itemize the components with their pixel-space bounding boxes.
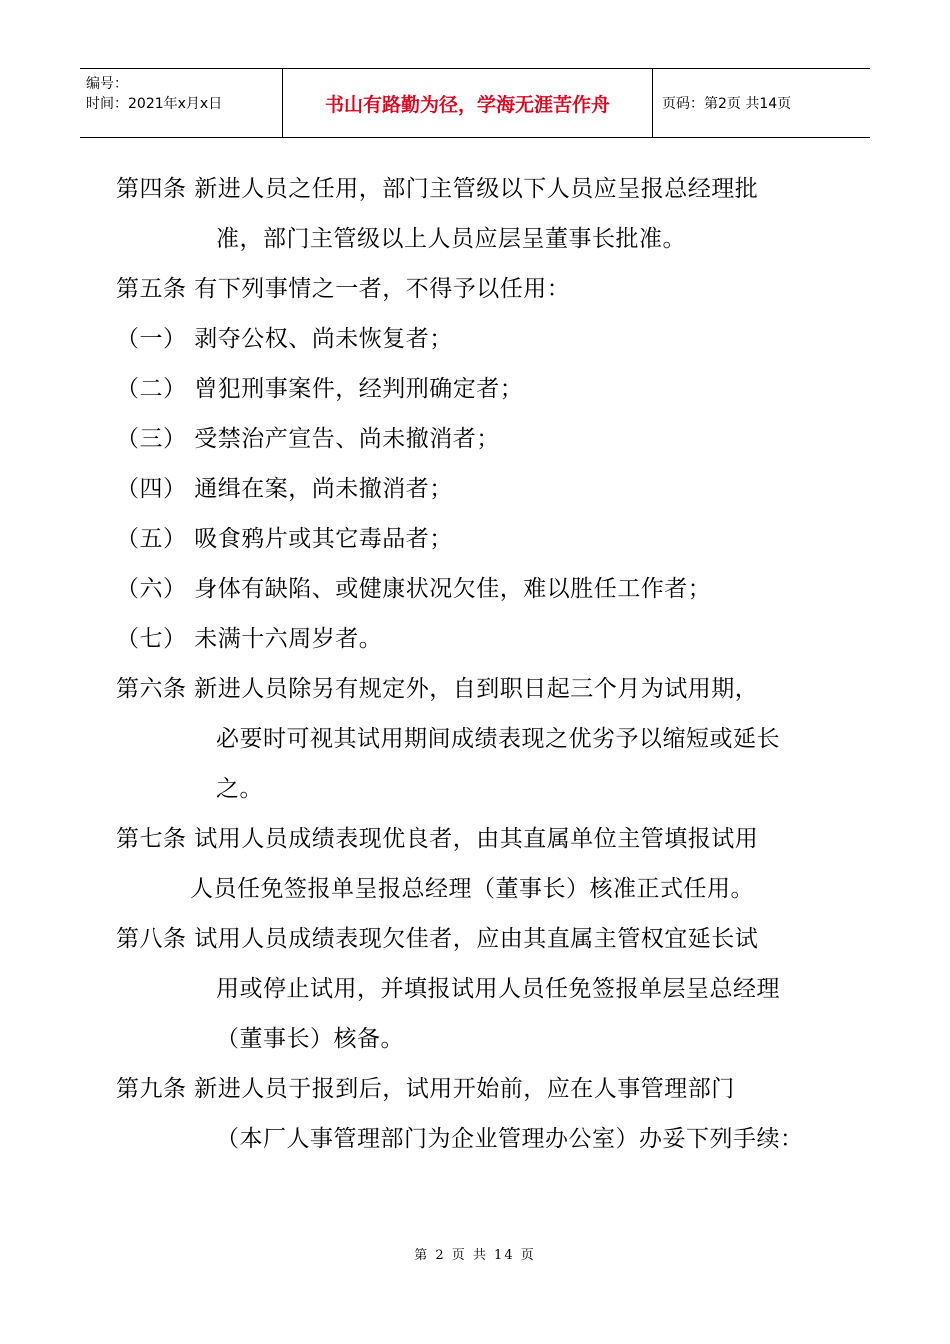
article-9-line-2: （本厂人事管理部门为企业管理办公室）办妥下列手续：	[216, 1126, 804, 1152]
page-footer: 第 2 页 共 14 页	[414, 1248, 536, 1263]
header-page-info: 页码：第2页 共14页	[662, 96, 792, 112]
article-5-item-2: （二） 曾犯刑事案件，经判刑确定者；	[116, 376, 524, 402]
article-8-line-3: （董事长）核备。	[216, 1026, 404, 1052]
article-5-item-3: （三） 受禁治产宣告、尚未撤消者；	[116, 426, 500, 452]
document-number-label: 编号：	[86, 76, 128, 92]
article-5-item-7: （七） 未满十六周岁者。	[116, 626, 383, 652]
article-5-item-5: （五） 吸食鸦片或其它毒品者；	[116, 526, 453, 552]
article-4-line-1: 第四条 新进人员之任用，部门主管级以下人员应呈报总经理批	[116, 176, 759, 202]
header-motto: 书山有路勤为径，学海无涯苦作舟	[324, 93, 610, 116]
page-header	[80, 68, 870, 138]
article-6-line-2: 必要时可视其试用期间成绩表现之优劣予以缩短或延长	[216, 726, 780, 752]
article-8-line-1: 第八条 试用人员成绩表现欠佳者，应由其直属主管权宜延长试	[116, 926, 759, 952]
article-5-item-1: （一） 剥夺公权、尚未恢复者；	[116, 326, 453, 352]
article-4-line-2: 准，部门主管级以上人员应层呈董事长批准。	[216, 226, 686, 252]
article-6-line-1: 第六条 新进人员除另有规定外，自到职日起三个月为试用期，	[116, 676, 759, 702]
article-5-item-4: （四） 通缉在案，尚未撤消者；	[116, 476, 453, 502]
document-date: 时间：2021年x月x日	[86, 96, 223, 112]
header-divider	[652, 69, 653, 137]
article-5-line-1: 第五条 有下列事情之一者，不得予以任用：	[116, 276, 571, 302]
article-7-line-2: 人员任免签报单呈报总经理（董事长）核准正式任用。	[190, 876, 754, 902]
article-6-line-3: 之。	[216, 776, 263, 802]
article-9-line-1: 第九条 新进人员于报到后，试用开始前，应在人事管理部门	[116, 1076, 735, 1102]
article-5-item-6: （六） 身体有缺陷、或健康状况欠佳，难以胜任工作者；	[116, 576, 712, 602]
article-8-line-2: 用或停止试用，并填报试用人员任免签报单层呈总经理	[216, 976, 780, 1002]
header-meta	[80, 69, 282, 137]
article-7-line-1: 第七条 试用人员成绩表现优良者，由其直属单位主管填报试用	[116, 826, 759, 852]
